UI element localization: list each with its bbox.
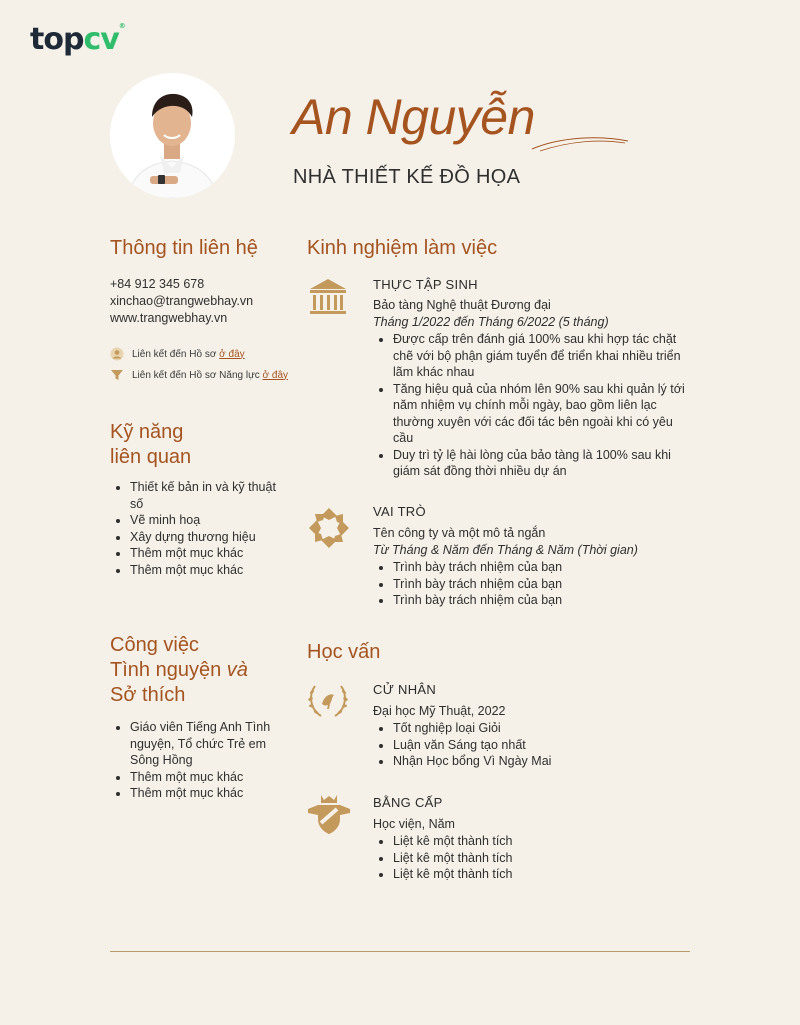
job-org: Bảo tàng Nghệ thuật Đương đại: [373, 298, 551, 312]
edu-bullets: [373, 720, 693, 770]
skills-list: [110, 479, 290, 578]
capability-link[interactable]: ở đây: [262, 369, 289, 381]
portfolio-link-label: Liên kết đến Hồ sơ: [132, 348, 217, 360]
list-item: • Liệt kê một thành tích: [393, 866, 693, 883]
crest-shield-icon: [306, 793, 352, 837]
list-item: • Vẽ minh hoạ: [130, 512, 290, 529]
capability-link-row: [110, 368, 288, 382]
job-title-2: VAI TRÒ: [373, 504, 426, 519]
list-item: • Duy trì tỷ lệ hài lòng của bảo tàng là 100% sau khi giám sát đồng thời nhiều dự án: [393, 447, 693, 480]
name-underline-swoosh: [530, 133, 630, 153]
experience-heading: Kinh nghiệm làm việc: [307, 237, 498, 259]
skills-heading: Kỹ năng liên quan: [110, 421, 192, 468]
footer-divider: [110, 951, 690, 952]
list-item: • Thêm một mục khác: [130, 785, 285, 802]
education-heading: Học vấn: [307, 641, 381, 663]
edu-org: Đại học Mỹ Thuật, 2022: [373, 704, 506, 718]
list-item: • Xây dựng thương hiệu: [130, 529, 290, 546]
list-item: • Nhận Học bổng Vì Ngày Mai: [393, 753, 693, 770]
list-item: • Trình bày trách nhiệm của bạn: [393, 576, 693, 593]
edu-details-1: [373, 703, 693, 770]
contact-info: [110, 276, 253, 327]
capability-link-label: Liên kết đến Hồ sơ Năng lực: [132, 369, 260, 381]
contact-heading: Thông tin liên hệ: [110, 237, 258, 259]
list-item: • Tăng hiệu quả của nhóm lên 90% sau khi quản lý tới năm nhiệm vụ chính mỗi ngày, bao gồm liên lạc thường xuyên với các đối tác bên ngoài khi có yêu cầu: [393, 381, 693, 447]
volunteer-heading: Công việc Tình nguyện và Sở thích: [110, 634, 248, 706]
edu-org: Học viện, Năm: [373, 817, 455, 831]
edu-title-2: BẰNG CẤP: [373, 795, 443, 810]
laurel-bird-icon: [305, 680, 351, 722]
list-item: • Thêm một mục khác: [130, 562, 290, 579]
job-details-1: [373, 297, 693, 480]
job-details-2: [373, 525, 693, 609]
job-period: Tháng 1/2022 đến Tháng 6/2022 (5 tháng): [373, 315, 609, 329]
candidate-name: An Nguyễn: [292, 89, 535, 145]
list-item: • Được cấp trên đánh giá 100% sau khi hợp tác chặt chẽ với bộ phận giám tuyển để triển khai nhiều triển lãm khác nhau: [393, 331, 693, 381]
portfolio-link-row: [110, 347, 245, 361]
job-org: Tên công ty và một mô tả ngắn: [373, 526, 546, 540]
list-item: • Thêm một mục khác: [130, 769, 285, 786]
job-title-1: THỰC TẬP SINH: [373, 277, 478, 292]
job-bullets: [373, 559, 693, 609]
list-item: • Giáo viên Tiếng Anh Tình nguyện, Tổ chức Trẻ em Sông Hồng: [130, 719, 285, 769]
user-circle-icon: [110, 347, 124, 361]
list-item: • Thiết kế bản in và kỹ thuật số: [130, 479, 290, 512]
museum-icon: [307, 276, 349, 318]
list-item: • Trình bày trách nhiệm của bạn: [393, 592, 693, 609]
list-item: • Tốt nghiệp loại Giỏi: [393, 720, 693, 737]
email-address[interactable]: xinchao@trangwebhay.vn: [110, 294, 254, 308]
shutter-icon: [307, 506, 351, 550]
list-item: • Liệt kê một thành tích: [393, 850, 693, 867]
job-title: NHÀ THIẾT KẾ ĐỒ HỌA: [293, 166, 521, 188]
filter-icon: [110, 368, 124, 382]
website-url[interactable]: www.trangwebhay.vn: [110, 311, 228, 325]
list-item: • Liệt kê một thành tích: [393, 833, 693, 850]
list-item: • Thêm một mục khác: [130, 545, 290, 562]
phone-number: +84 912 345 678: [110, 277, 205, 291]
job-bullets: [373, 331, 693, 480]
edu-details-2: [373, 816, 693, 883]
topcv-logo[interactable]: topcv®: [30, 22, 125, 57]
list-item: • Luận văn Sáng tạo nhất: [393, 737, 693, 754]
list-item: • Trình bày trách nhiệm của bạn: [393, 559, 693, 576]
edu-bullets: [373, 833, 693, 883]
profile-photo: [110, 73, 235, 198]
portfolio-link[interactable]: ở đây: [219, 348, 245, 360]
volunteer-list: [110, 719, 285, 802]
job-period: Từ Tháng & Năm đến Tháng & Năm (Thời gian): [373, 543, 638, 557]
edu-title-1: CỬ NHÂN: [373, 682, 437, 697]
